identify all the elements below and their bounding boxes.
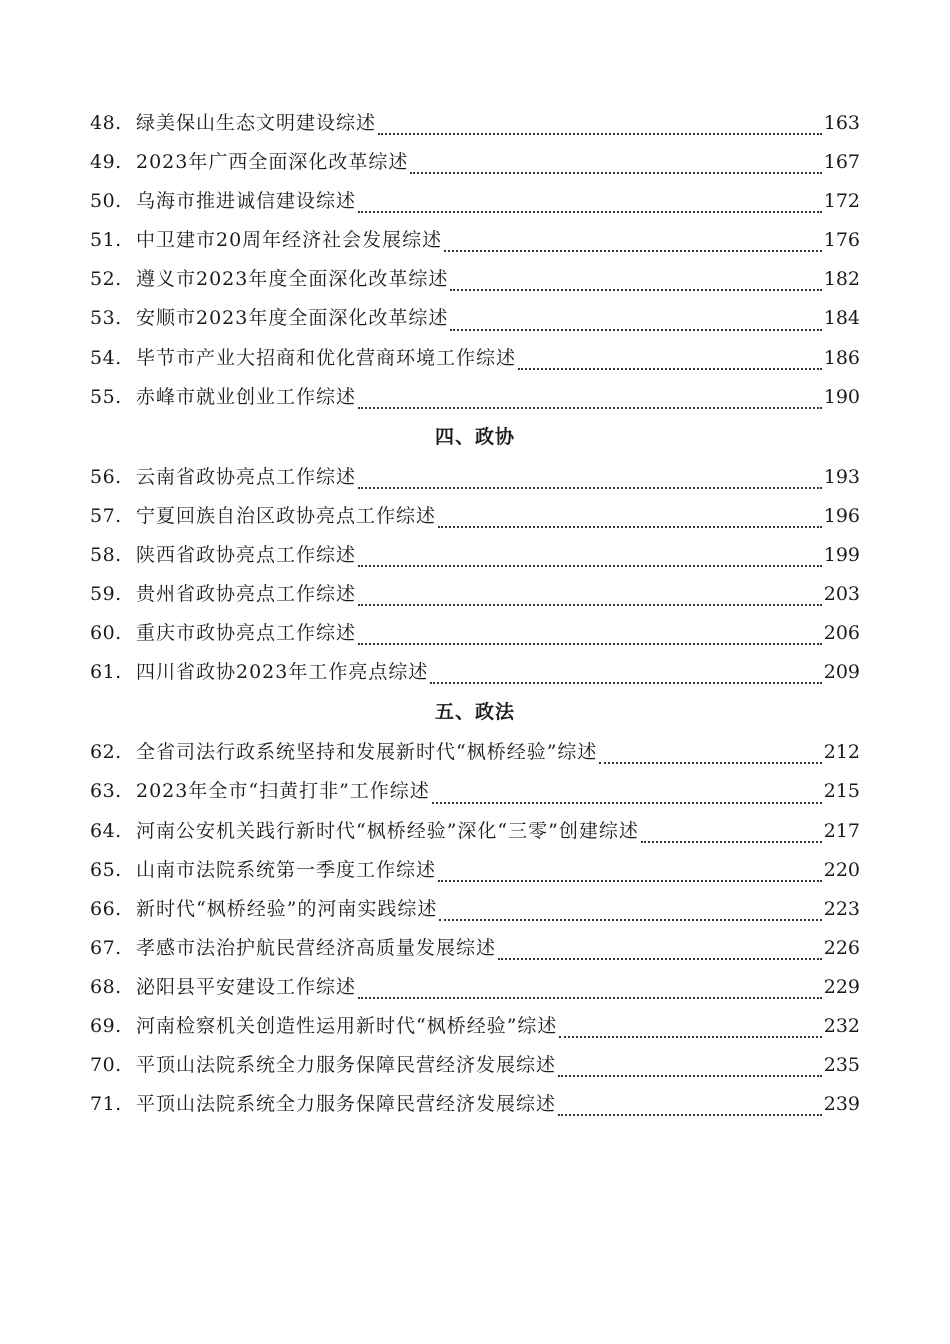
entry-number: 66. [90, 897, 122, 920]
entry-page-number: 239 [823, 1093, 860, 1116]
table-of-contents [90, 104, 860, 1124]
entry-page-number: 163 [823, 112, 860, 134]
entry-number: 56. [90, 465, 122, 488]
dot-leader [358, 604, 822, 606]
entry-title: 云南省政协亮点工作综述 [136, 465, 357, 488]
entry-number: 68. [90, 975, 122, 998]
dot-leader [438, 526, 822, 528]
entry-number: 51. [90, 229, 122, 252]
entry-page-number: 172 [823, 190, 860, 213]
toc-entry[interactable] [90, 104, 860, 143]
entry-number: 58. [90, 543, 122, 566]
entry-title: 四川省政协2023年工作亮点综述 [136, 661, 429, 684]
entry-page-number: 226 [823, 936, 860, 959]
dot-leader [410, 172, 821, 174]
entry-title: 河南检察机关创造性运用新时代“枫桥经验”综述 [136, 1014, 558, 1037]
entry-number: 67. [90, 936, 122, 959]
entry-title: 新时代“枫桥经验”的河南实践综述 [136, 897, 438, 920]
entry-title: 2023年全市“扫黄打非”工作综述 [136, 780, 430, 803]
entry-number: 55. [90, 385, 122, 408]
toc-entry[interactable] [90, 772, 860, 811]
entry-page-number: 212 [823, 741, 860, 764]
toc-entry[interactable] [90, 1085, 860, 1124]
dot-leader [599, 762, 821, 764]
toc-entry[interactable] [90, 182, 860, 221]
entry-title: 中卫建市20周年经济社会发展综述 [136, 229, 443, 252]
entry-title: 平顶山法院系统全力服务保障民营经济发展综述 [136, 1054, 557, 1077]
entry-number: 53. [90, 307, 122, 330]
entry-title: 贵州省政协亮点工作综述 [136, 583, 357, 606]
entry-title: 绿美保山生态文明建设综述 [136, 112, 377, 134]
entry-title: 赤峰市就业创业工作综述 [136, 385, 357, 408]
section-heading: 五、政法 [434, 701, 515, 724]
entry-page-number: 235 [823, 1054, 860, 1077]
entry-number: 65. [90, 858, 122, 881]
section-heading: 四、政协 [434, 425, 515, 448]
dot-leader [439, 919, 821, 921]
entry-title: 山南市法院系统第一季度工作综述 [136, 858, 437, 881]
entry-title: 陕西省政协亮点工作综述 [136, 543, 357, 566]
entry-title: 安顺市2023年度全面深化改革综述 [136, 307, 449, 330]
entry-number: 69. [90, 1014, 122, 1037]
entry-number: 71. [90, 1093, 122, 1116]
toc-entry[interactable] [90, 812, 860, 851]
entry-number: 52. [90, 268, 122, 291]
toc-entry[interactable] [90, 497, 860, 536]
toc-entry[interactable] [90, 1007, 860, 1046]
entry-page-number: 217 [823, 819, 860, 842]
entry-title: 泌阳县平安建设工作综述 [136, 975, 357, 998]
toc-entry[interactable] [90, 1046, 860, 1085]
dot-leader [444, 250, 822, 252]
toc-entry[interactable] [90, 458, 860, 497]
entry-number: 60. [90, 622, 122, 645]
entry-page-number: 229 [823, 975, 860, 998]
toc-entry[interactable] [90, 890, 860, 929]
dot-leader [358, 211, 822, 213]
entry-title: 平顶山法院系统全力服务保障民营经济发展综述 [136, 1093, 557, 1116]
entry-number: 59. [90, 583, 122, 606]
entry-page-number: 176 [823, 229, 860, 252]
entry-page-number: 186 [823, 346, 860, 369]
entry-page-number: 223 [823, 897, 860, 920]
entry-title: 全省司法行政系统坚持和发展新时代“枫桥经验”综述 [136, 741, 598, 764]
toc-entry[interactable] [90, 339, 860, 378]
dot-leader [358, 407, 822, 409]
toc-entry[interactable] [90, 575, 860, 614]
dot-leader [432, 802, 822, 804]
entry-title: 遵义市2023年度全面深化改革综述 [136, 268, 449, 291]
entry-page-number: 220 [823, 858, 860, 881]
toc-entry[interactable] [90, 536, 860, 575]
toc-entry[interactable] [90, 299, 860, 338]
entry-page-number: 232 [823, 1014, 860, 1037]
entry-number: 54. [90, 346, 122, 369]
dot-leader [358, 997, 822, 999]
dot-leader [641, 841, 822, 843]
dot-leader [518, 368, 822, 370]
entry-title: 重庆市政协亮点工作综述 [136, 622, 357, 645]
toc-entry[interactable] [90, 733, 860, 772]
entry-title: 宁夏回族自治区政协亮点工作综述 [136, 504, 437, 527]
entry-number: 57. [90, 504, 122, 527]
entry-number: 49. [90, 151, 122, 174]
entry-title: 河南公安机关践行新时代“枫桥经验”深化“三零”创建综述 [136, 819, 639, 842]
toc-entry[interactable] [90, 260, 860, 299]
entry-number: 50. [90, 190, 122, 213]
dot-leader [450, 329, 821, 331]
entry-number: 63. [90, 780, 122, 803]
entry-title: 毕节市产业大招商和优化营商环境工作综述 [136, 346, 517, 369]
entry-number: 48. [90, 112, 122, 134]
dot-leader [558, 1114, 822, 1116]
dot-leader [358, 643, 822, 645]
entry-page-number: 193 [823, 465, 860, 488]
entry-title: 2023年广西全面深化改革综述 [136, 151, 409, 174]
entry-page-number: 206 [823, 622, 860, 645]
entry-number: 64. [90, 819, 122, 842]
entry-page-number: 199 [823, 543, 860, 566]
entry-page-number: 184 [823, 307, 860, 330]
toc-entry[interactable] [90, 653, 860, 692]
entry-number: 70. [90, 1054, 122, 1077]
toc-entry[interactable] [90, 378, 860, 417]
entry-page-number: 190 [823, 385, 860, 408]
entry-page-number: 209 [823, 661, 860, 684]
entry-number: 61. [90, 661, 122, 684]
dot-leader [558, 1075, 822, 1077]
toc-entry[interactable] [90, 143, 860, 182]
dot-leader [450, 289, 821, 291]
dot-leader [498, 958, 822, 960]
entry-page-number: 203 [823, 583, 860, 606]
dot-leader [378, 133, 822, 135]
entry-number: 62. [90, 741, 122, 764]
toc-entry[interactable] [90, 221, 860, 260]
dot-leader [438, 880, 822, 882]
toc-entry[interactable] [90, 851, 860, 890]
entry-page-number: 167 [823, 151, 860, 174]
dot-leader [358, 565, 822, 567]
entry-page-number: 182 [823, 268, 860, 291]
dot-leader [358, 487, 822, 489]
entry-page-number: 215 [823, 780, 860, 803]
toc-entry[interactable] [90, 929, 860, 968]
entry-title: 孝感市法治护航民营经济高质量发展综述 [136, 936, 497, 959]
entry-title: 乌海市推进诚信建设综述 [136, 190, 357, 213]
toc-entry[interactable] [90, 968, 860, 1007]
dot-leader [430, 682, 821, 684]
toc-entry[interactable] [90, 614, 860, 653]
entry-page-number: 196 [823, 504, 860, 527]
dot-leader [559, 1036, 821, 1038]
